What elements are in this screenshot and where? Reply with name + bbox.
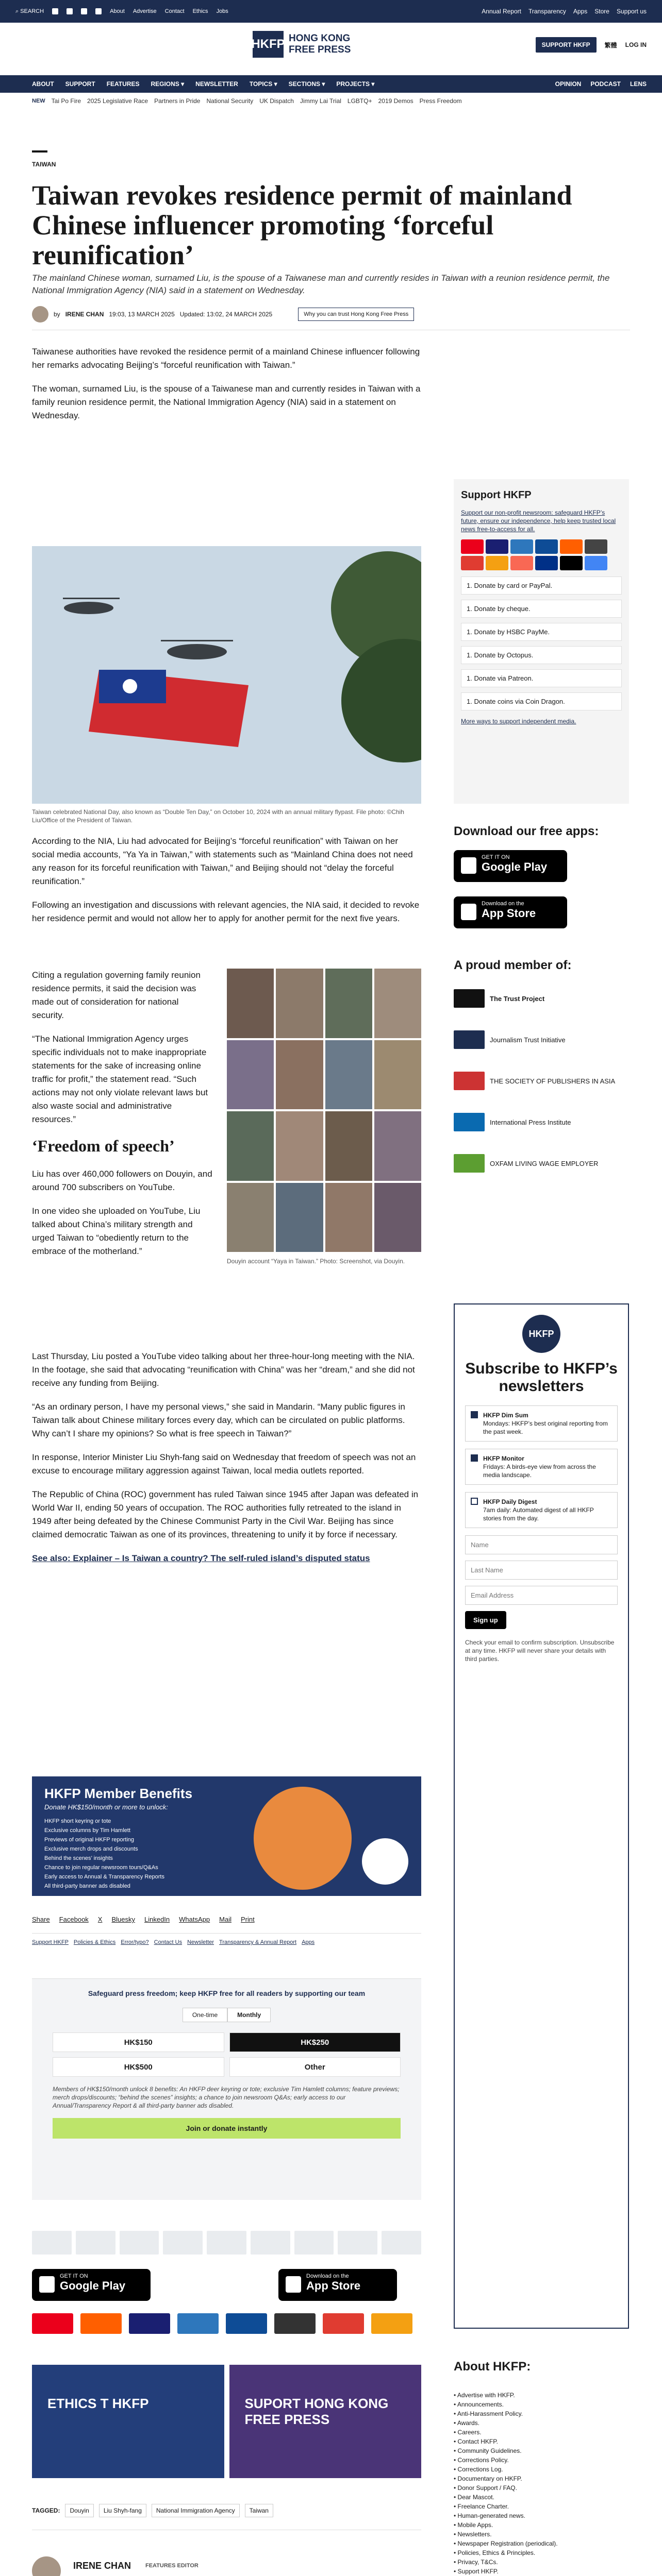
bank-icon (585, 539, 607, 554)
login-link[interactable]: LOG IN (625, 41, 647, 48)
amount-250[interactable]: HK$250 (229, 2032, 401, 2052)
option-desc: 7am daily: Automated digest of all HKFP stories from the day. (483, 1506, 594, 1522)
app-store-small: Download on the (306, 2273, 349, 2279)
about-link[interactable]: • Careers. (454, 2429, 482, 2436)
policy-link[interactable]: Error/typo? (121, 1939, 149, 1945)
member-benefits-banner[interactable] (32, 1776, 421, 1896)
about-link[interactable]: • Policies, Ethics & Principles. (454, 2549, 536, 2556)
paragraph: Citing a regulation governing family reunion residence permits, it said the decision was made out of consideration for national security. (32, 970, 201, 1020)
policy-link[interactable]: Support HKFP (32, 1939, 69, 1945)
sidebar-donate (454, 479, 629, 804)
google-play-icon (39, 2276, 55, 2293)
nav-newsletter[interactable]: NEWSLETTER (195, 80, 238, 88)
member-label: International Press Institute (490, 1118, 571, 1126)
google-play-label: Google Play (482, 860, 548, 873)
about-title: About HKFP: (454, 2360, 531, 2374)
see-also-link[interactable]: See also: Explainer – Is Taiwan a country? The self-ruled island’s disputed status (32, 1553, 370, 1563)
nav-regions[interactable]: REGIONS ▾ (151, 80, 185, 88)
article-body-mid (32, 835, 421, 936)
google-play-icon (461, 857, 476, 874)
ethics-promo[interactable]: ETHICS T HKFP (32, 2365, 224, 2478)
main-nav (0, 75, 662, 93)
member-oxfam[interactable] (454, 1154, 598, 1173)
tag-list (32, 2504, 273, 2517)
benefit-item: Previews of original HKFP reporting (44, 1837, 135, 1843)
deer-mascot-image (254, 1787, 352, 1890)
banner-sub: Donate HK$150/month or more to unlock: (44, 1803, 168, 1811)
app-store-button[interactable] (278, 2269, 397, 2301)
about-link[interactable]: • Advertise with HKFP. (454, 2392, 515, 2399)
member-label: The Trust Project (490, 994, 545, 1003)
signup-note: Check your email to confirm subscription. Unsubscribe at any time. HKFP will never share your details with third parties. (465, 1639, 615, 1663)
hkfp-badge-icon: HKFP (522, 1315, 560, 1353)
subheading: ‘Freedom of speech’ (32, 1137, 175, 1155)
paragraph: In response, Interior Minister Liu Shyh-fang said on Wednesday that freedom of speech was not an excuse to encourage military aggression against Taiwan, local media outlets reported. (32, 1452, 416, 1476)
sidebar-google-play[interactable] (454, 850, 567, 882)
amount-other[interactable]: Other (229, 2057, 401, 2077)
share-bar (32, 1916, 255, 1923)
jcb-icon (226, 2313, 267, 2334)
paragraph: Following an investigation and discussions with relevant agencies, the NIA said, it decided to revoke her residence permit and would not allow her to apply for another permit for the next five years. (32, 900, 420, 923)
email-field[interactable]: Email Address (465, 1586, 618, 1605)
nav-topics[interactable]: TOPICS ▾ (249, 80, 277, 88)
oxfam-logo (454, 1154, 485, 1173)
about-link[interactable]: • Freelance Charter. (454, 2503, 509, 2510)
paragraph: The woman, surnamed Liu, is the spouse of a Taiwanese man and currently resides in Taiwan with a family reunion residence permit, the National Immigration Agency (NIA) said in a statement on Wednesday. (32, 384, 421, 420)
paragraph: The Republic of China (ROC) government has ruled Taiwan since 1945 after Japan was defeated in World War II, ending 50 years of occupation. The ROC authorities fully retreated to the island in 1949 after being defeated by the Chinese Communist Party in the Civil War. Beijing has since claimed democratic Taiwan as one of its provinces, threatening to unify it by force if necessary. (32, 1489, 419, 1539)
signup-button[interactable]: Sign up (465, 1611, 506, 1629)
newsletter-option[interactable] (465, 1449, 618, 1485)
byline (32, 304, 414, 325)
checkbox-icon[interactable] (471, 1498, 478, 1505)
donate-box (32, 1978, 421, 2200)
google-play-small: GET IT ON (482, 854, 510, 860)
sidebar-donate-text[interactable]: Support our non-profit newsroom: safeguard HKFP’s future, ensure our independence, help keep trusted local news free-to-access for all. (461, 509, 616, 533)
member-ipi[interactable] (454, 1113, 571, 1131)
article-title: Taiwan revokes residence permit of mainland Chinese influencer promoting ‘forceful reunification’ (32, 180, 572, 270)
benefit-item: Chance to join regular newsroom tours/Q&As (44, 1865, 158, 1871)
tab-monthly[interactable]: Monthly (227, 2008, 271, 2022)
partner-logo[interactable] (120, 2231, 159, 2255)
tag[interactable]: Douyin (65, 2504, 93, 2517)
helicopters-flag-image (32, 546, 421, 804)
author-photo (32, 2556, 61, 2576)
trending-link[interactable]: Partners in Pride (154, 97, 201, 105)
partner-logo[interactable] (382, 2231, 421, 2255)
author-avatar (32, 306, 48, 323)
paragraph: Liu has over 460,000 followers on Douyin, and around 700 subscribers on YouTube. (32, 1169, 212, 1192)
nav-projects[interactable]: PROJECTS ▾ (336, 80, 375, 88)
tag[interactable]: Taiwan (245, 2504, 273, 2517)
option-name: HKFP Daily Digest (483, 1498, 537, 1505)
paragraph: “The National Immigration Agency urges specific individuals not to make inappropriate statements for the sake of increasing online traffic for profit,” the statement read. “Such actions may not only violate relevant laws but also waste social and administrative resources.” (32, 1034, 208, 1124)
about-link[interactable]: • Community Guidelines. (454, 2447, 522, 2454)
amount-500[interactable]: HK$500 (53, 2057, 224, 2077)
apple-icon (286, 2276, 301, 2293)
updated-date: Updated: 13:02, 24 MARCH 2025 (179, 311, 273, 318)
trending-link[interactable]: UK Dispatch (259, 97, 294, 105)
byline-by: by (54, 311, 60, 318)
logo-line2: FREE PRESS (289, 44, 351, 55)
amex-icon (177, 2313, 219, 2334)
member-trust-project[interactable] (454, 989, 544, 1008)
article-body-top (32, 345, 421, 433)
grid-caption: Douyin account “Yaya in Taiwan.” Photo: Screenshot, via Douyin. (227, 1258, 405, 1265)
sidebar-app-store[interactable] (454, 896, 567, 928)
partner-logo[interactable] (207, 2231, 246, 2255)
paragraph: In one video she uploaded on YouTube, Liu talked about China’s military strength and urged Taiwan to “obediently return to the embrace of the motherland.” (32, 1206, 201, 1256)
about-links (454, 2391, 629, 2576)
first-name-field[interactable]: Name (465, 1535, 618, 1554)
google-play-small: GET IT ON (60, 2273, 88, 2279)
newsletter-option[interactable] (465, 1405, 618, 1442)
promo-banners (32, 2365, 421, 2478)
apple-icon (461, 904, 476, 920)
share-label: Share (32, 1916, 50, 1923)
unionpay-icon (80, 2313, 122, 2334)
octopus-icon (486, 556, 508, 570)
share-mail[interactable]: Mail (219, 1916, 231, 1923)
about-link[interactable]: • Awards. (454, 2419, 480, 2427)
paragraph: Taiwanese authorities have revoked the residence permit of a mainland Chinese influencer following her remarks advocating Beijing’s “forceful reunification with Taiwan.” (32, 347, 420, 370)
policy-link[interactable]: Policies & Ethics (73, 1939, 116, 1945)
logo-line1: HONG KONG (289, 33, 351, 44)
benefit-item: HKFP short keyring or tote (44, 1818, 111, 1824)
trust-project-logo (454, 989, 485, 1008)
trending-link[interactable]: 2025 Legislative Race (87, 97, 148, 105)
payment-logos (32, 2313, 421, 2334)
apple-pay-icon (560, 556, 583, 570)
about-link[interactable]: • Anti-Harassment Policy. (454, 2410, 523, 2417)
share-print[interactable]: Print (240, 1916, 255, 1923)
facebook-icon[interactable] (52, 8, 58, 14)
newsletter-option[interactable] (465, 1492, 618, 1528)
topbar-link-jobs[interactable]: Jobs (216, 8, 228, 14)
top-utility-bar (0, 0, 662, 23)
tag[interactable]: Liu Shyh-fang (99, 2504, 146, 2517)
topbar-link-transparency[interactable]: Transparency (528, 8, 566, 15)
more-ways-link[interactable]: More ways to support independent media. (461, 718, 576, 725)
nav-support[interactable]: SUPPORT (65, 80, 95, 88)
benefit-item: Behind the scenes’ insights (44, 1855, 113, 1861)
about-link[interactable]: • Corrections Log. (454, 2466, 503, 2473)
topbar-link-store[interactable]: Store (594, 8, 609, 15)
trust-button[interactable]: Why you can trust Hong Kong Free Press (298, 308, 414, 321)
donate-option[interactable]: 1. Donate coins via Coin Dragon. (461, 692, 622, 710)
benefit-item: Early access to Annual & Transparency Reports (44, 1874, 164, 1880)
anniversary-badge (362, 1838, 408, 1885)
nav-about[interactable]: ABOUT (32, 80, 54, 88)
about-link[interactable]: • Privacy, T&Cs. (454, 2558, 498, 2566)
newsletter-signup (454, 1303, 629, 2329)
amex-icon (510, 539, 533, 554)
author-name[interactable]: IRENE CHAN (73, 2561, 131, 2571)
nav-opinion[interactable]: OPINION (555, 80, 582, 88)
banner-list (44, 1817, 164, 1891)
topbar-link-about[interactable]: About (110, 8, 125, 14)
support-hkfp-button[interactable]: SUPPORT HKFP (536, 37, 597, 53)
donate-headline: Safeguard press freedom; keep HKFP free for all readers by supporting our team (88, 1989, 366, 1997)
site-logo[interactable] (253, 31, 351, 58)
partner-logo[interactable] (251, 2231, 290, 2255)
app-store-label: App Store (306, 2279, 361, 2292)
visa-icon (129, 2313, 170, 2334)
language-toggle[interactable]: 繁體 (604, 41, 617, 49)
partner-logo[interactable] (338, 2231, 377, 2255)
option-name: HKFP Monitor (483, 1455, 524, 1462)
jcb-icon (535, 539, 558, 554)
patreon-icon (510, 556, 533, 570)
jti-logo (454, 1030, 485, 1049)
paragraph: According to the NIA, Liu had advocated for Beijing’s “forceful reunification” with Taiwan on her social media accounts, “Ya Ya in Taiwan,” with statements such as “Mainland China does not need any reason for its forceful reunification with Taiwan,” and Beijing should not “delay the forceful reunification.” (32, 836, 413, 886)
share-bluesky[interactable]: Bluesky (111, 1916, 135, 1923)
donate-option[interactable]: 1. Donate by cheque. (461, 600, 622, 618)
trending-link[interactable]: LGBTQ+ (347, 97, 372, 105)
google-play-label: Google Play (60, 2279, 126, 2292)
donate-option[interactable]: 1. Donate by HSBC PayMe. (461, 623, 622, 641)
article-kicker[interactable]: TAIWAN (32, 161, 56, 168)
option-desc: Fridays: A birds-eye view from across the media landscape. (483, 1463, 596, 1479)
partner-logo[interactable] (294, 2231, 334, 2255)
topbar-link-annual-report[interactable]: Annual Report (482, 8, 521, 15)
new-badge: NEW (32, 98, 45, 104)
option-desc: Mondays: HKFP’s best original reporting from the past week. (483, 1420, 608, 1435)
about-link[interactable]: • Corrections Policy. (454, 2456, 509, 2464)
article-body-left (32, 969, 212, 1268)
about-link[interactable]: • Announcements. (454, 2401, 504, 2408)
app-store-small: Download on the (482, 901, 524, 907)
policy-link[interactable]: Transparency & Annual Report (219, 1939, 297, 1945)
member-title: A proud member of: (454, 958, 572, 972)
ipi-logo (454, 1113, 485, 1131)
newsletter-title: Subscribe to HKFP’s newsletters (465, 1360, 618, 1395)
member-label: Journalism Trust Initiative (490, 1036, 566, 1044)
checkbox-icon[interactable] (471, 1411, 478, 1418)
donate-option[interactable]: 1. Donate by Octopus. (461, 646, 622, 664)
author-role: FEATURES EDITOR (145, 2563, 198, 2569)
publish-date: 19:03, 13 MARCH 2025 (109, 311, 175, 318)
kicker-rule (32, 150, 47, 152)
join-donate-button[interactable]: Join or donate instantly (53, 2118, 401, 2139)
about-link[interactable]: • Mobile Apps. (454, 2521, 493, 2529)
partner-logo-row (32, 2231, 421, 2255)
trending-link[interactable]: National Security (206, 97, 254, 105)
sidebar-donate-title: Support HKFP (461, 489, 532, 501)
about-link[interactable]: • Dear Mascot. (454, 2494, 494, 2501)
about-link[interactable]: • Donor Support / FAQ. (454, 2484, 517, 2492)
x-icon[interactable] (67, 8, 73, 14)
trending-link[interactable]: Tai Po Fire (51, 97, 81, 105)
tag[interactable]: National Immigration Agency (152, 2504, 240, 2517)
member-jti[interactable] (454, 1030, 566, 1049)
nav-podcast[interactable]: PODCAST (590, 80, 621, 88)
benefit-item: Exclusive columns by Tim Hamlett (44, 1827, 130, 1834)
policy-links (32, 1939, 315, 1945)
tagged-label: TAGGED: (32, 2507, 60, 2514)
policy-link[interactable]: Contact Us (154, 1939, 183, 1945)
trending-link[interactable]: 2019 Demos (378, 97, 413, 105)
hero-caption: Taiwan celebrated National Day, also known as “Double Ten Day,” on October 10, 2024 with an annual military flypast. File photo: ©Chih Liu/Office of the President of Taiwan. (32, 808, 404, 824)
article-dek: The mainland Chinese woman, surnamed Liu, is the spouse of a Taiwanese man and currently resides in Taiwan with a reunion residence permit, the National Immigration Agency (NIA) said in a statement on Wednesday. (32, 273, 610, 295)
about-link[interactable]: • Contact HKFP. (454, 2438, 499, 2445)
topbar-link-ethics[interactable]: Ethics (192, 8, 208, 14)
paragraph: “As an ordinary person, I have my personal views,” she said in Mandarin. “Many public figures in Taiwan talk about Chinese military forces every day, which can be circulated on public platforms. Why can’t I share my opinions? So what is free speech in Taiwan?” (32, 1402, 405, 1438)
article-hero-image (32, 546, 421, 804)
payme-icon (323, 2313, 364, 2334)
article-body-bottom (32, 1350, 421, 1575)
partner-logo[interactable] (76, 2231, 115, 2255)
checkbox-icon[interactable] (471, 1454, 478, 1462)
trending-link[interactable]: Press Freedom (419, 97, 462, 105)
benefit-item: Exclusive merch drops and discounts (44, 1846, 138, 1852)
share-whatsapp[interactable]: WhatsApp (179, 1916, 210, 1923)
about-link[interactable]: • Support HKFP. (454, 2568, 499, 2575)
paragraph: Last Thursday, Liu posted a YouTube video talking about her three-hour-long meeting with the NIA. In the footage, she said that advocating “reunification with China” was her “dream,” and she did not receive any funding from Beijing. (32, 1351, 415, 1388)
apps-title: Download our free apps: (454, 824, 599, 838)
nav-sections[interactable]: SECTIONS ▾ (288, 80, 325, 88)
topbar-link-apps[interactable]: Apps (573, 8, 588, 15)
topbar-link-advertise[interactable]: Advertise (133, 8, 157, 14)
member-label: OXFAM LIVING WAGE EMPLOYER (490, 1159, 599, 1167)
banner-title: HKFP Member Benefits (44, 1786, 193, 1801)
mastercard-icon (32, 2313, 73, 2334)
google-pay-icon (585, 556, 607, 570)
donate-option[interactable]: 1. Donate via Patreon. (461, 669, 622, 687)
search-link[interactable]: ⌕ SEARCH (15, 8, 44, 14)
policy-link[interactable]: Apps (302, 1939, 315, 1945)
sidebar-card-logos (461, 539, 622, 570)
partner-logo[interactable] (163, 2231, 203, 2255)
last-name-field[interactable]: Last Name (465, 1561, 618, 1580)
unionpay-icon (560, 539, 583, 554)
tab-one-time[interactable]: One-time (183, 2008, 227, 2022)
about-link[interactable]: • Human-generated news. (454, 2512, 525, 2519)
donate-option[interactable]: 1. Donate by card or PayPal. (461, 577, 622, 595)
about-link[interactable]: • Newsletters. (454, 2531, 492, 2538)
about-link[interactable]: • Newspaper Registration (periodical). (454, 2540, 558, 2547)
bank-icon (274, 2313, 316, 2334)
divider (32, 1933, 421, 1934)
trending-link[interactable]: Jimmy Lai Trial (300, 97, 341, 105)
sopa-logo (454, 1072, 485, 1090)
byline-author[interactable]: IRENE CHAN (65, 311, 104, 318)
share-x[interactable]: X (97, 1916, 103, 1923)
douyin-screenshot-grid (227, 969, 421, 1252)
nav-features[interactable]: FEATURES (106, 80, 140, 88)
about-link[interactable]: • Documentary on HKFP. (454, 2475, 522, 2482)
google-play-button[interactable] (32, 2269, 151, 2301)
youtube-icon[interactable] (95, 8, 102, 14)
amount-150[interactable]: HK$150 (53, 2032, 224, 2052)
app-store-label: App Store (482, 907, 536, 920)
payme-icon (461, 556, 484, 570)
visa-icon (486, 539, 508, 554)
member-label: THE SOCIETY OF PUBLISHERS IN ASIA (490, 1077, 616, 1085)
octopus-icon (371, 2313, 412, 2334)
support-promo[interactable]: SUPORT HONG KONG FREE PRESS (229, 2365, 422, 2478)
topbar-link-support[interactable]: Support us (616, 8, 647, 15)
paypal-icon (535, 556, 558, 570)
trending-bar (32, 94, 462, 108)
share-linkedin[interactable]: LinkedIn (144, 1916, 170, 1923)
donate-note: Members of HK$150/month unlock 8 benefits: An HKFP deer keyring or tote; exclusive Tim Hamlett columns; feature previews; merch drops/discounts; “behind the scenes” insights; a chance to join newsroom Q&As; early access to our Annual/Transparency Report & all third-party banner ads disabled. (53, 2086, 400, 2109)
share-facebook[interactable]: Facebook (59, 1916, 89, 1923)
policy-link[interactable]: Newsletter (187, 1939, 214, 1945)
benefit-item: All third-party banner ads disabled (44, 1883, 130, 1889)
mastercard-icon (461, 539, 484, 554)
partner-logo[interactable] (32, 2231, 72, 2255)
member-sopa[interactable] (454, 1072, 615, 1090)
topbar-link-contact[interactable]: Contact (164, 8, 185, 14)
nav-lens[interactable]: LENS (630, 80, 647, 88)
instagram-icon[interactable] (81, 8, 87, 14)
option-name: HKFP Dim Sum (483, 1412, 528, 1419)
logo-mark: HKFP (253, 31, 284, 58)
